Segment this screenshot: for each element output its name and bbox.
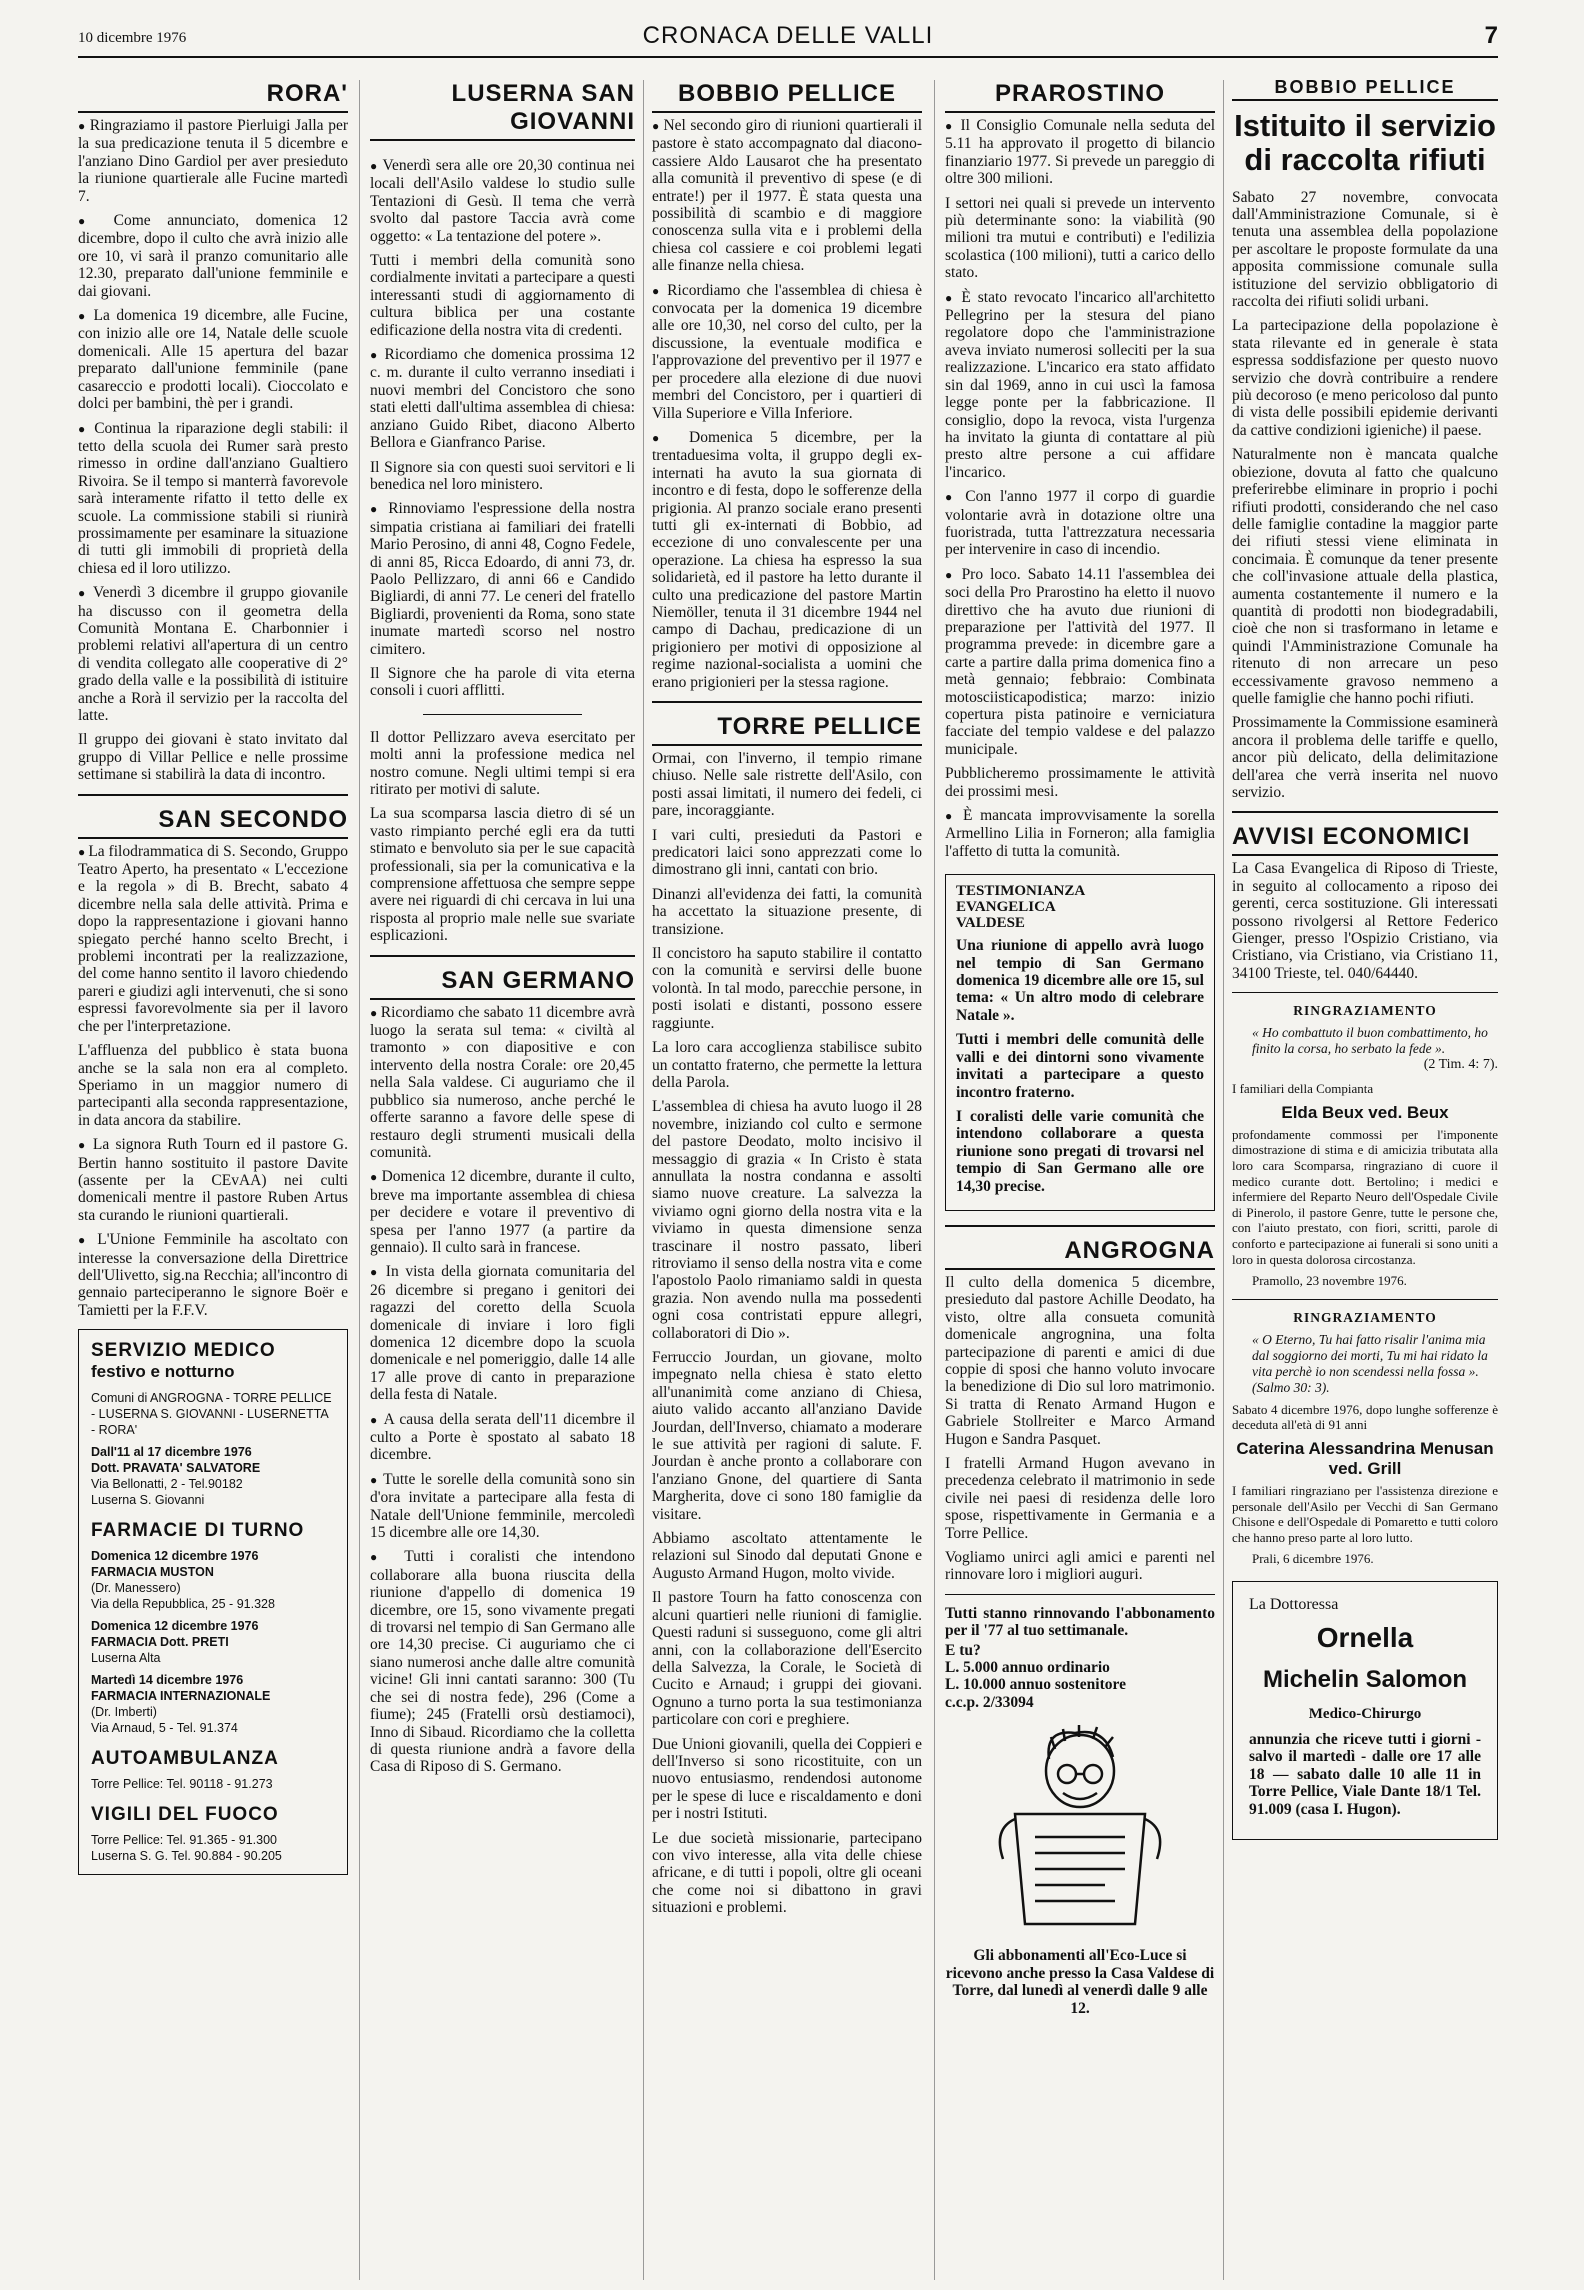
heading-bobbio-pellice: BOBBIO PELLICE (1232, 80, 1498, 101)
article-paragraph: Tutti i membri della comunità sono cordialmente invitati a partecipare a questi interessanti studi di aggiornamento di cultura biblica per una costante edificazione della nostra vita di credenti. (370, 252, 635, 339)
column-2 (370, 80, 635, 2280)
notice-label: RINGRAZIAMENTO (1293, 1309, 1437, 1325)
article-paragraph: ● Pro loco. Sabato 14.11 l'assemblea dei soci della Pro Prarostino ha eletto il nuovo direttivo che ha avuto due riunioni di preparazione per l'attività del 1977. Il programma prevede: in dicembre gare a carte a partire dalla prima domenica fino a metà gennaio; febbraio: Combinata motosciisticapodistica; marzo: inizio copertura pista patinoire e verniciatura facciate del tempio valdese e del palazzo municipale. (945, 566, 1215, 758)
heading-luserna: LUSERNA SAN GIOVANNI (370, 80, 635, 141)
box-paragraph: Tutti i membri delle comunità delle valli e dei dintorni sono vivamente invitati a partecipare a questo incontro fraterno. (956, 1031, 1204, 1101)
reader-illustration-icon (975, 1719, 1185, 1939)
heading-angrogna: ANGROGNA (945, 1225, 1215, 1270)
box-heading: TESTIMONIANZA (956, 883, 1086, 900)
article-paragraph: ● A causa della serata dell'11 dicembre il culto a Porte è spostato al sabato 18 dicembre. (370, 1411, 635, 1464)
ad-name: Ornella (1316, 1621, 1414, 1653)
article-paragraph: ● Continua la riparazione degli stabili: il tetto della scuola dei Rumer sarà presto rimesso in ordine dall'anziano Gualtiero Rivoira. Se il tempo si manterrà favorevole sarà interamente rifatto il tetto delle ex scuole. La commissione stabili si riunirà prossimamente per esaminare la situazione di tutti gli immobili di proprietà della chiesa ed il loro utilizzo. (78, 420, 348, 578)
article-paragraph: Pubblicheremo prossimamente le attività dei prossimi mesi. (945, 765, 1215, 800)
issue-date: 10 dicembre 1976 (78, 30, 187, 46)
heading-san-germano: SAN GERMANO (370, 955, 635, 1000)
article-paragraph: L'assemblea di chiesa ha avuto luogo il 28 novembre, iniziando col culto e sermone del pastore Deodato, molto incisivo il messaggio di grazia « In Cristo è stata annullata la nostra condanna e assolti siamo nuove creature. La salvezza la viviamo ogni giorno della nostra vita e la viviamo in questa dimensione senza trascinare il nostro passato, liberi ritroviamo il senso della nostra vita e come l'apostolo Paolo rimaniamo saldi in questa grazia. Non avendo nulla ma possedenti ogni cosa contristati eppure allegri, collaboratori di Dio ». (652, 1098, 922, 1342)
article-paragraph: ● Venerdì 3 dicembre il gruppo giovanile ha discusso con il geometra della Comunità Montana E. Charbonnier i problemi relativi all'apertura di un centro di vendita collegato alle cooperative di 2° grado della valle e la possibilità di istituire anche a Rorà il servizio per la raccolta del latte. (78, 584, 348, 724)
subscription-price: L. 5.000 annuo ordinario (945, 1659, 1110, 1677)
article-paragraph: ● Nel secondo giro di riunioni quartierali il pastore è stato accompagnato dal diacono-cassiere Aldo Lausarot che ha presentato alla comunità il preventivo di spese (e di entrate!) per il 1977. È stata questa una possibilità di scambio e di maggiore conoscenza sulla vita e i problemi della chiesa col cassiere e coi problemi legati alle finanze nella chiesa. (652, 117, 922, 275)
box-line: (Dr. Imberti) (91, 1705, 157, 1720)
box-line: FARMACIA MUSTON (91, 1565, 214, 1580)
article-paragraph: ● Con l'anno 1977 il corpo di guardie volontarie avrà in dotazione oltre una fuoristrada, tutta l'attrezzatura necessaria per intervenire in caso di incendio. (945, 488, 1215, 559)
box-line: Via Arnaud, 5 - Tel. 91.374 (91, 1721, 238, 1736)
article-paragraph: Il Signore sia con questi suoi servitori e li benedica nel loro ministero. (370, 458, 635, 493)
divider (945, 1594, 1215, 1595)
divider (1232, 992, 1498, 993)
notice-label: RINGRAZIAMENTO (1293, 1003, 1437, 1019)
article-paragraph: ● La domenica 19 dicembre, alle Fucine, con inizio alle ore 14, Natale delle scuole domenicali. Alle 15 apertura del bazar preparato dall'unione femminile (pane casareccio e prodotti locali). Cioccolato e dolci per bambini, thè per i grandi. (78, 307, 348, 412)
article-paragraph: La sua scomparsa lascia dietro di sé un vasto rimpianto perché egli era da tutti stimato e benvoluto sia per le sue capacità professionali, sia per la comunicativa e la comprensione affettuosa che sempre seppe avere nei riguardi di chi cercava in lui una risposta al proprio male nelle sue svariate esplicazioni. (370, 805, 635, 945)
article-paragraph: Il Signore che ha parole di vita eterna consoli i cuori afflitti. (370, 664, 635, 700)
box-line: FARMACIA Dott. PRETI (91, 1635, 229, 1650)
article-paragraph: Naturalmente non è mancata qualche obiezione, dovuta al fatto che qualcuno preferirebbe eliminare in proprio i pochi rifiuti prodotti, considerando che nel caso delle famiglie contadine la maggior parte dei rifiuti stessi viene eliminata in concimaia. È comunque da tener presente che coll'invasione attuale della plastica, aumenta costantemente il numero e la quantità di prodotti non biodegradabili, cioè che non si trasformano in letame e quindi l'Amministrazione Comunale ha ritenuto di non arrecare un peso eccessivamente gravoso nemmeno a quelle famiglie che hanno pochi rifiuti. (1232, 446, 1498, 707)
column-divider (643, 80, 644, 2280)
masthead (78, 20, 1498, 58)
article-paragraph: Dinanzi all'evidenza dei fatti, la comunità ha accettato la situazione presente, di transizione. (652, 885, 922, 938)
article-paragraph: Sabato 27 novembre, convocata dall'Amministrazione Comunale, si è tenuta una assemblea della popolazione per ascoltare le proposte formulate da una apposita commissione comunale sulla istituzione del servizio obbligatorio di raccolta dei rifiuti solidi urbani. (1232, 188, 1498, 311)
article-paragraph: La partecipazione della popolazione è stata rilevante ed in generale è stata espressa soddisfazione per questo nuovo servizio che dovrà contribuire a rendere più decoroso (e meno pericoloso dal punto di vista delle possibili epidemie derivanti da cattive condizioni igieniche) il paese. (1232, 317, 1498, 439)
box-subtitle: festivo e notturno (91, 1362, 235, 1382)
box-heading: VIGILI DEL FUOCO (91, 1804, 279, 1826)
article-paragraph: ● In vista della giornata comunitaria del 26 dicembre si pregano i genitori dei ragazzi del coretto della Scuola domenicale di inviare i loro figli domenica 12 dicembre dopo la scuola domenicale e nel pomeriggio, dalle 14 alle 17 alle prove di canto in preparazione della festa di Natale. (370, 1263, 635, 1403)
box-line: Luserna S. Giovanni (91, 1493, 205, 1508)
article-paragraph: Abbiamo ascoltato attentamente le relazioni sul Sinodo dal deputati Gnone e Augusto Armand Hugon, molto vivide. (652, 1530, 922, 1582)
box-paragraph: I coralisti delle varie comunità che intendono collaborare a questa riunione sono pregati di trovarsi nel tempio di San Germano alle ore 14,30 precise. (956, 1107, 1204, 1195)
testimonianza-box (945, 874, 1215, 1211)
column-1 (78, 80, 348, 2280)
article-paragraph: I fratelli Armand Hugon avevano in precedenza celebrato il matrimonio in sede civile nei paesi di residenza delle loro spose, rispettivamente in Germania e a Torre Pellice. (945, 1455, 1215, 1542)
article-paragraph: Due Unioni giovanili, quella dei Coppieri e dell'Inverso si sono ricostituite, con un nuovo entusiasmo, rendendosi autonome per le spese di luce e riscaldamento e doni per i nostri Istituti. (652, 1735, 922, 1823)
ad-role: Medico-Chirurgo (1308, 1705, 1422, 1722)
column-divider (1223, 80, 1224, 2280)
heading-rora: RORA' (78, 80, 348, 113)
notice-quote: « Ho combattuto il buon combattimento, ho finito la corsa, ho serbato la fede ». (1252, 1025, 1488, 1057)
article-paragraph: ● Rinnoviamo l'espressione della nostra simpatia cristiana ai familiari dei fratelli Mario Perosino, di anni 48, Cogno Fedele, di anni 85, Ricca Edoardo, di anni 73, dr. Paolo Pellizzaro, di anni 66 e Candido Bigliardi, di anni 77. Le ceneri del fratello Bigliardi, provenienti da Roma, sono state inumate martedì scorso nel nostro cimitero. (370, 500, 635, 658)
notice-intro: I familiari della Compianta (1232, 1081, 1374, 1097)
article-paragraph: Prossimamente la Commissione esaminerà ancora il problema delle tariffe e quello, ancor più delicato, della delimitazione dell'area che verrà inserita nel nuovo servizio. (1232, 714, 1498, 801)
box-line: Dall'11 al 17 dicembre 1976 (91, 1445, 252, 1460)
box-line: Domenica 12 dicembre 1976 (91, 1619, 259, 1634)
article-paragraph: Il pastore Tourn ha fatto conoscenza con alcuni quartieri nelle riunioni di famiglie. Questi raduni si susseguono, come gli altri anni, con la collaborazione dell'Esercito della Salvezza, la Corale, le Società di Cucito e Arnaud; i gruppi dei giovani. Ognuno a turno porta la sua testimonianza particolare con cori e preghiere. (652, 1589, 922, 1729)
heading-bobbio: BOBBIO PELLICE (652, 80, 922, 113)
article-paragraph: ● Venerdì sera alle ore 20,30 continua nei locali dell'Asilo valdese lo studio sulle Tentazioni di Gesù. Il tema che verrà svolto dal pastore Taccia avrà come oggetto: « La tentazione del potere ». (370, 157, 635, 245)
subscription-text: E tu? (945, 1641, 981, 1659)
box-line: Comuni di ANGROGNA - TORRE PELLICE - LUSERNA S. GIOVANNI - LUSERNETTA - RORA' (91, 1391, 332, 1438)
doctor-ad (1232, 1581, 1498, 1840)
headline: Istituito il servizio di raccolta rifiuti (1234, 107, 1496, 177)
column-3 (652, 80, 922, 2280)
article-paragraph: ● Ricordiamo che sabato 11 dicembre avrà luogo la serata sul tema: « civiltà al tramonto » con diapositive e con intervento della nostra Corale: ore 20,45 nella Sala valdese. Ci auguriamo che il pubblico sia numeroso, anche perché le offerte saranno a favore delle spese di restauro degli strumenti musicali della comunità. (370, 1004, 635, 1162)
article-paragraph: ● Tutti i coralisti che intendono collaborare alla buona riuscita della riunione d'appello di domenica 19 dicembre, ore 15, sono vivamente pregati di trovarsi nel tempio di San Germano alle ore 14,30 precise. Ci auguriamo che ci siano numerosi anche dalle altre comunità vicine! Gli inni cantati saranno: 300 (Tu che sei di nostra fede), 296 (Come a fiume); 245 (Fratelli orsù destiamoci), Inno di Sibaud. Ricordiamo che la colletta di questa riunione andrà a favore della Casa di Riposo di S. Germano. (370, 1548, 635, 1775)
subscription-note: Gli abbonamenti all'Eco-Luce si ricevono anche presso la Casa Valdese di Torre, dal lunedì al venerdì dalle 9 alle 12. (945, 1947, 1215, 2017)
box-line: Via della Repubblica, 25 - 91.328 (91, 1597, 275, 1612)
box-line: Martedì 14 dicembre 1976 (91, 1673, 244, 1688)
subscription-account: c.c.p. 2/33094 (945, 1693, 1034, 1711)
notice-citation: (2 Tim. 4: 7). (1423, 1057, 1498, 1073)
column-divider (359, 80, 360, 2280)
article-paragraph: Il concistoro ha saputo stabilire il contatto con la comunità e servirsi delle buone volontà. In tal modo, parecchie persone, in posti isolati e distanti, possono essere raggiunte. (652, 945, 922, 1032)
notice-name: Elda Beux ved. Beux (1281, 1102, 1449, 1122)
article-paragraph: ● Come annunciato, domenica 12 dicembre, dopo il culto che avrà inizio alle ore 10, vi sarà il pranzo comunitario alle 12.30, preparato dall'unione femminile e dai giovani. (78, 212, 348, 300)
notice-text: I familiari ringraziano per l'assistenza direzione e personale dell'Asilo per Vecchi di San Germano Chisone e dell'Ospedale di Pomaretto e tutti coloro che hanno preso parte al loro lutto. (1232, 1482, 1498, 1545)
column-4 (945, 80, 1215, 2280)
notice-name: Caterina Alessandrina Menusan ved. Grill (1236, 1438, 1494, 1478)
article-paragraph: ● Domenica 12 dicembre, durante il culto, breve ma importante assemblea di chiesa per decidere e votare il preventivo di spesa per l'anno 1977 (a partire da gennaio). Il culto sarà in francese. (370, 1168, 635, 1256)
ad-label: La Dottoressa (1249, 1595, 1339, 1613)
box-heading: VALDESE (956, 915, 1025, 932)
box-title: SERVIZIO MEDICO (91, 1340, 276, 1362)
box-heading: FARMACIE DI TURNO (91, 1520, 305, 1542)
heading-torre-pellice: TORRE PELLICE (652, 701, 922, 746)
subscription-price: L. 10.000 annuo sostenitore (945, 1676, 1126, 1694)
medical-service-box (78, 1329, 348, 1875)
box-line: FARMACIA INTERNAZIONALE (91, 1689, 271, 1704)
article-paragraph: I settori nei quali si prevede un intervento più determinante sono: la viabilità (90 milioni tra mutui e contributi) e l'edilizia scolastica (100 milioni), tutti a carico dello stato. (945, 194, 1215, 282)
article-paragraph: ● È stato revocato l'incarico all'architetto Pellegrino per la stesura del piano regolatore dopo che l'amministrazione aveva inviato numerosi solleciti per la sua realizzazione. L'incarico era stato affidato sin dal 1969, anno in cui uscì la famosa legge ponte per la fabbricazione. Il consiglio, dopo la revoca, vista l'urgenza ha invitato la giunta di contattare al più presto altre persone a cui affidare l'incarico. (945, 289, 1215, 481)
box-line: (Dr. Manessero) (91, 1581, 181, 1596)
notice-intro: Sabato 4 dicembre 1976, dopo lunghe sofferenze è deceduta all'età di 91 anni (1232, 1401, 1498, 1433)
notice-place: Pramollo, 23 novembre 1976. (1252, 1273, 1407, 1289)
ad-text: annunzia che riceve tutti i giorni - salvo il martedì - dalle ore 17 alle 18 — sabato dalle 10 alle 11 in Torre Pellice, Viale Dante 18/1 Tel. 91.009 (casa I. Hugon). (1249, 1730, 1481, 1818)
article-paragraph: Ormai, con l'inverno, il tempio rimane chiuso. Nelle sale ristrette dell'Asilo, con posti assai limitati, il numero dei fedeli, ci pare, incoraggiante. (652, 750, 922, 820)
ad-name: Michelin Salomon (1262, 1665, 1468, 1693)
article-paragraph: Le due società missionarie, partecipano con vivo interesse, alla vita delle chiese africane, e di tutti i popoli, oltre gli oceani che come noi si dibattono in gravi situazioni e problemi. (652, 1829, 922, 1917)
article-paragraph: ● Ricordiamo che l'assemblea di chiesa è convocata per la domenica 19 dicembre alle ore 10,30, nel corso del culto, per la discussione, la eventuale modifica e l'approvazione del preventivo per il 1977 e per procedere alla elezione di due nuovi membri del Concistoro, per i quartieri di Villa Superiore e Villa Inferiore. (652, 282, 922, 422)
heading-avvisi: AVVISI ECONOMICI (1232, 811, 1498, 856)
box-line: Torre Pellice: Tel. 91.365 - 91.300 (91, 1833, 277, 1848)
article-paragraph: Vogliamo unirci agli amici e parenti nel rinnovare loro i migliori auguri. (945, 1549, 1215, 1584)
notice-quote: « O Eterno, Tu hai fatto risalir l'anima mia dal soggiorno dei morti, Tu mi hai ridato la vita perchè io non scendessi nella fossa ». (Salmo 30: 3). (1252, 1331, 1488, 1395)
divider (1232, 1299, 1498, 1300)
column-divider (934, 80, 935, 2280)
article-paragraph: ● Ringraziamo il pastore Pierluigi Jalla per la sua predicazione tenuta il 5 dicembre e l'anziano Dino Gardiol per aver presieduto la riunione quartierale alle Fucine martedì 7. (78, 117, 348, 205)
heading-san-secondo: SAN SECONDO (78, 794, 348, 839)
article-paragraph: ● L'Unione Femminile ha ascoltato con interesse la conversazione della Direttrice dell'Ulivetto, sig.na Recchia; all'incontro di gennaio parteciperanno le signore Boër e Tamietti per la F.F.V. (78, 1231, 348, 1319)
box-line: Domenica 12 dicembre 1976 (91, 1549, 259, 1564)
article-paragraph: La Casa Evangelica di Riposo di Trieste, in seguito al collocamento a riposo dei gerenti, cerca sostituzione. Gli interessati possono rivolgersi al Rettore Federico Gienger, presso l'Ospizio Cristiano, via Cristiano, via Cristiano, via Cristiano 11, 34100 Trieste, tel. 040/64440. (1232, 860, 1498, 982)
article-paragraph: ● Ricordiamo che domenica prossima 12 c. m. durante il culto verranno insediati i nuovi membri del Concistoro che sono stati eletti dall'ultima assemblea di chiesa: anziano Guido Ribet, diacono Alberto Bellora e Gianfranco Parise. (370, 346, 635, 451)
section-title: CRONACA DELLE VALLI (642, 22, 934, 49)
article-paragraph: ● La filodrammatica di S. Secondo, Gruppo Teatro Aperto, ha presentato « L'eccezione e la regola » di B. Brecht, sabato 4 dicembre nella sala delle attività. Prima e dopo la rappresentazione i giovani hanno spiegato perché hanno scelto Brecht, i problemi incontrati per la realizzazione, del come hanno sentito il lavoro chiedendo pareri e giudizi agli intervenuti, che si sono espressi favorevolmente sia per il lavoro che per l'interpretazione. (78, 843, 348, 1035)
column-5 (1232, 80, 1498, 2280)
article-paragraph: Il gruppo dei giovani è stato invitato dal gruppo di Villar Pellice e nelle prossime settimane si stabilirà la data di incontro. (78, 731, 348, 784)
article-paragraph: ● La signora Ruth Tourn ed il pastore G. Bertin hanno sostituito il pastore Davite (assente per la CEvAA) nei culti domenicali mentre il pastore Ruben Artus sta curando le riunioni quartierali. (78, 1136, 348, 1224)
article-paragraph: Il culto della domenica 5 dicembre, presieduto dal pastore Achille Deodato, ha visto, oltre alla consueta comunità domenicale angrognina, una folta partecipazione di parenti e amici di due coppie di sposi che hanno voluto invocare la benedizione di Dio sul loro matrimonio. Si tratta di Renato Armand Hugon e Gabriele Stollreiter e Marco Armand Hugon e Sandra Pasquet. (945, 1273, 1215, 1448)
article-paragraph: I vari culti, presieduti da Pastori e predicatori laici sono apprezzati come lo dimostrano gli inni, cantati con brio. (652, 826, 922, 879)
notice-text: profondamente commossi per l'imponente dimostrazione di stima e di amicizia tributata alla loro cara Scomparsa, ringraziano di cuore il medico curante dott. Bertolino; i medici e infermiere del Reparto Neuro dell'Ospedale Civile di Pinerolo, il pastore Genre, tutte le persone che, con l'aiuto prestato, con fiori, scritti, parole di conforto e partecipazione ai funerali si sono uniti a loro in questa dolorosa circostanza. (1232, 1126, 1498, 1267)
box-heading: EVANGELICA (956, 899, 1056, 916)
box-paragraph: Una riunione di appello avrà luogo nel tempio di San Germano domenica 19 dicembre alle ore 15, sul tema: « Un altro modo di celebrare Natale ». (956, 937, 1204, 1024)
box-heading: AUTOAMBULANZA (91, 1748, 279, 1770)
article-paragraph: L'affluenza del pubblico è stata buona anche se la sala non era al completo. Speriamo in un maggior numero di partecipanti alla seconda rappresentazione, in data ancora da stabilire. (78, 1042, 348, 1129)
box-line: Torre Pellice: Tel. 90118 - 91.273 (91, 1777, 273, 1792)
article-paragraph: ● Il Consiglio Comunale nella seduta del 5.11 ha approvato il progetto di bilancio finanziario 1977. Si prevede un pareggio di oltre 300 milioni. (945, 117, 1215, 188)
heading-prarostino: PRAROSTINO (945, 80, 1215, 113)
notice-place: Prali, 6 dicembre 1976. (1252, 1551, 1374, 1567)
article-paragraph: ● Tutte le sorelle della comunità sono sin d'ora invitate a partecipare alla festa di Natale dell'Unione femminile, mercoledì 15 dicembre alle ore 14,30. (370, 1471, 635, 1542)
subscription-text: Tutti stanno rinnovando l'abbonamento per il '77 al tuo settimanale. (945, 1604, 1215, 1640)
box-line: Via Bellonatti, 2 - Tel.90182 (91, 1477, 243, 1492)
article-paragraph: ● Domenica 5 dicembre, per la trentaduesima volta, il gruppo degli ex-internati ha avuto la sua giornata di incontro e di festa, dopo le sofferenze della prigionia. Al pranzo sociale erano presenti tutti gli ex-internati di Bobbio, ad eccezione di uno convalescente per una operazione. La chiesa ha espresso la sua solidarietà, ed il pastore ha letto durante il culto una predicazione del pastore Martin Niemöller, tenuta il 31 dicembre 1944 nel campo di Dachau, predicazione di un prigioniero per motivi di opposizione al regime nazional-socialista a uomini che erano prigionieri per la stessa ragione. (652, 429, 922, 691)
article-paragraph: ● È mancata improvvisamente la sorella Armellino Lilia in Forneron; alla famiglia l'affetto di tutta la comunità. (945, 807, 1215, 860)
article-paragraph: Il dottor Pellizzaro aveva esercitato per molti anni la professione medica nel nostro comune. Negli ultimi tempi si era ritirato per motivi di salute. (370, 728, 635, 798)
article-paragraph: La loro cara accoglienza stabilisce subito un contatto fraterno, che permette la lettura della Parola. (652, 1039, 922, 1091)
article-paragraph: Ferruccio Jourdan, un giovane, molto impegnato nella chiesa è stato eletto all'unanimità come anziano di Chiesa, aiuto valido accanto all'anziano Davide Jourdan, dell'Inverso, chiamato a moderare le sue attività per ragioni di salute. F. Jourdan è anche pronto a collaborare con l'anziano Gnone, del quartiere di Santa Margherita, dove ci sono 180 famiglie da visitare. (652, 1349, 922, 1523)
box-line: Dott. PRAVATA' SALVATORE (91, 1461, 261, 1476)
box-line: Luserna S. G. Tel. 90.884 - 90.205 (91, 1849, 282, 1864)
box-line: Luserna Alta (91, 1651, 161, 1666)
divider (423, 714, 582, 715)
page-number: 7 (1484, 22, 1498, 49)
